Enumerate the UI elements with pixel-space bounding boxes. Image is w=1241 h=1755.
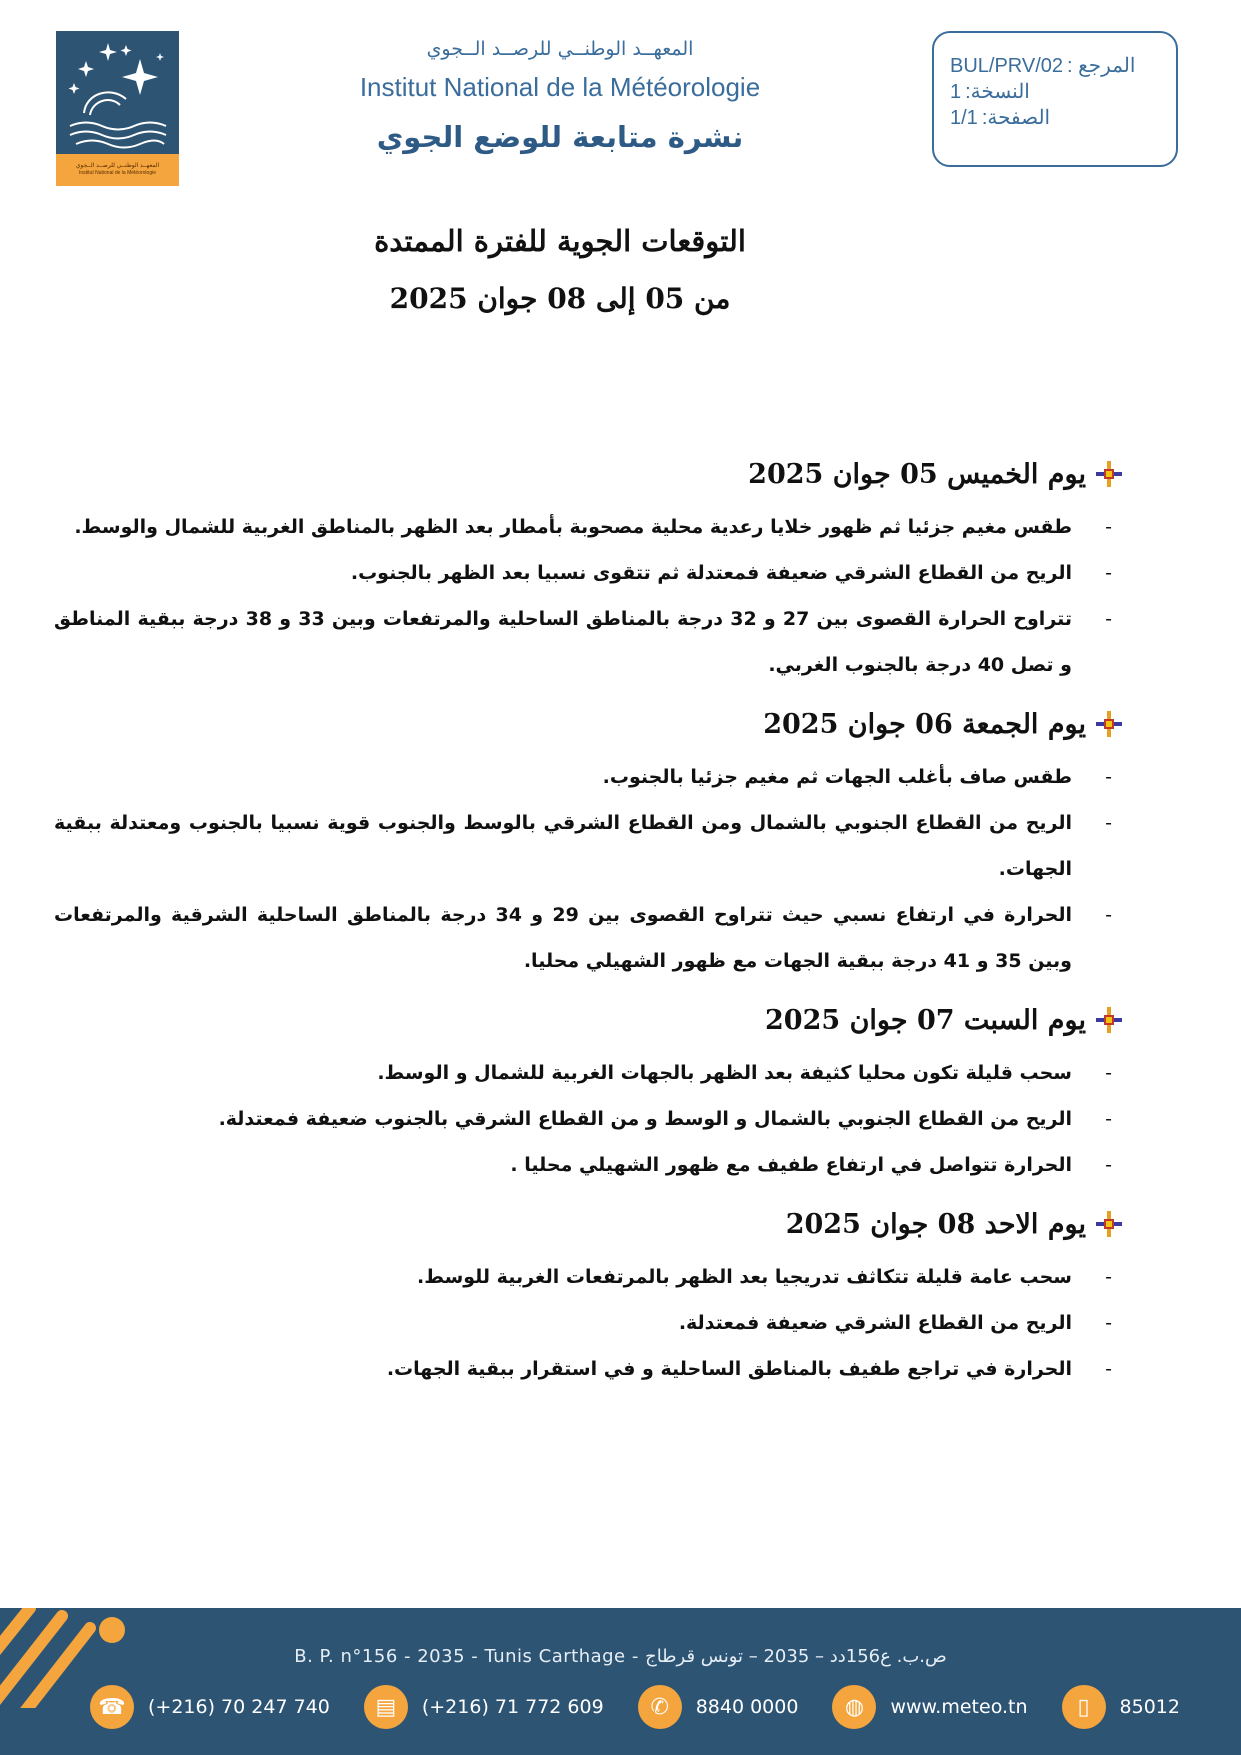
forecast-item	[54, 1142, 1124, 1188]
sparkle-bullet-icon	[1094, 1209, 1124, 1239]
dash-marker: -	[1105, 766, 1112, 788]
forecast-item	[54, 1300, 1124, 1346]
globe-icon: ◍	[832, 1685, 876, 1729]
reference-label: المرجع :	[1067, 55, 1136, 77]
day-heading-text: يوم الجمعة 06 جوان 2025	[763, 708, 1086, 740]
dash-marker: -	[1105, 516, 1112, 538]
dash-marker: -	[1105, 812, 1112, 834]
contact-text: 85012	[1119, 1696, 1180, 1718]
dash-marker: -	[1105, 608, 1112, 630]
forecast-item	[54, 800, 1124, 892]
day-section	[54, 996, 1124, 1188]
phone-icon: ☎	[90, 1685, 134, 1729]
call-icon: ✆	[638, 1685, 682, 1729]
version-value: 1	[950, 81, 962, 103]
forecast-item-text: الريح من القطاع الشرقي ضعيفة فمعتدلة.	[678, 1312, 1072, 1334]
logo-stars-icon	[56, 31, 179, 154]
bulletin-title: نشرة متابعة للوضع الجوي	[376, 120, 744, 154]
dash-marker: -	[1105, 1312, 1112, 1334]
day-items	[54, 504, 1124, 688]
contact-text: (+216) 71 772 609	[421, 1696, 604, 1718]
forecast-item	[54, 892, 1124, 984]
dash-marker: -	[1105, 1358, 1112, 1380]
day-items	[54, 1254, 1124, 1392]
forecast-item-text: سحب عامة قليلة تتكاثف تدريجيا بعد الظهر بالمرتفعات الغربية للوسط.	[417, 1266, 1072, 1288]
day-heading	[54, 450, 1124, 498]
logo-caption-fr: Institut National de la Météorologie	[79, 170, 156, 177]
footer-bar	[0, 1608, 1241, 1755]
forecast-item	[54, 1254, 1124, 1300]
forecast-item	[54, 550, 1124, 596]
page-line	[950, 105, 1160, 131]
forecast-item-text: الريح من القطاع الشرقي ضعيفة فمعتدلة ثم تتقوى نسبيا بعد الظهر بالجنوب.	[350, 562, 1072, 584]
day-items	[54, 754, 1124, 984]
forecast-item-text: الريح من القطاع الجنوبي بالشمال ومن القطاع الشرقي بالوسط والجنوب قوية نسبيا بالجنوب ومعتدلة ببقية الجهات.	[54, 812, 1072, 880]
contact-text: 8840 0000	[695, 1696, 799, 1718]
reference-box	[932, 31, 1178, 167]
day-items	[54, 1050, 1124, 1188]
version-line	[950, 79, 1160, 105]
contact-website[interactable]	[832, 1685, 1027, 1729]
logo-caption	[56, 154, 179, 186]
forecast-item-text: طقس صاف بأغلب الجهات ثم مغيم جزئيا بالجنوب.	[602, 766, 1072, 788]
contact-text: www.meteo.tn	[890, 1696, 1028, 1718]
forecast-item-text: الريح من القطاع الجنوبي بالشمال و الوسط و من القطاع الشرقي بالجنوب ضعيفة فمعتدلة.	[218, 1108, 1072, 1130]
day-heading-text: يوم السبت 07 جوان 2025	[765, 1004, 1086, 1036]
fax-icon: ▤	[364, 1685, 408, 1729]
logo-caption-ar: المعهــد الوطنــي للرصــد الــجوي	[75, 163, 160, 169]
version-label: النسخة:	[965, 81, 1030, 103]
day-heading-text: يوم الخميس 05 جوان 2025	[748, 458, 1086, 490]
contact-call[interactable]	[638, 1685, 799, 1729]
document-period: من 05 إلى 08 جوان 2025	[389, 282, 731, 315]
day-heading	[54, 1200, 1124, 1248]
day-heading	[54, 700, 1124, 748]
institute-name-ar: المعهــد الوطنــي للرصــد الــجوي	[426, 38, 694, 60]
sparkle-bullet-icon	[1094, 1005, 1124, 1035]
dash-marker: -	[1105, 1266, 1112, 1288]
dash-marker: -	[1105, 1108, 1112, 1130]
sparkle-bullet-icon	[1094, 709, 1124, 739]
forecast-item	[54, 596, 1124, 688]
forecast-item	[54, 504, 1124, 550]
forecast-item-text: الحرارة تتواصل في ارتفاع طفيف مع ظهور الشهيلي محليا .	[510, 1154, 1072, 1176]
dash-marker: -	[1105, 562, 1112, 584]
forecast-item	[54, 1346, 1124, 1392]
forecast-item-text: الحرارة في ارتفاع نسبي حيث تتراوح القصوى بين 29 و 34 درجة بالمناطق الساحلية الشرقية والمرتفعات وبين 35 و 41 درجة ببقية الجهات مع ظهور الشهيلي محليا.	[54, 904, 1073, 972]
reference-line	[950, 53, 1160, 79]
day-heading	[54, 996, 1124, 1044]
contact-fax[interactable]	[364, 1685, 604, 1729]
forecast-item-text: الحرارة في تراجع طفيف بالمناطق الساحلية و في استقرار ببقية الجهات.	[386, 1358, 1072, 1380]
institute-logo	[56, 31, 179, 186]
forecast-item	[54, 754, 1124, 800]
institute-name-fr: Institut National de la Météorologie	[359, 72, 761, 102]
dash-marker: -	[1105, 1154, 1112, 1176]
contact-phone[interactable]	[90, 1685, 330, 1729]
dash-marker: -	[1105, 1062, 1112, 1084]
footer-contacts	[90, 1683, 1214, 1731]
forecast-item-text: تتراوح الحرارة القصوى بين 27 و 32 درجة بالمناطق الساحلية والمرتفعات وبين 33 و 38 درجة ببقية المناطق و تصل 40 درجة بالجنوب الغربي.	[54, 608, 1073, 676]
forecast-content	[54, 450, 1124, 1404]
forecast-item-text: طقس مغيم جزئيا ثم ظهور خلايا رعدية محلية مصحوبة بأمطار بعد الظهر بالمناطق الغربية للشمال والوسط.	[74, 516, 1072, 538]
forecast-item	[54, 1096, 1124, 1142]
contact-text: (+216) 70 247 740	[148, 1696, 330, 1718]
day-section	[54, 450, 1124, 688]
page-value: 1/1	[950, 107, 978, 129]
forecast-item-text: سحب قليلة تكون محليا كثيفة بعد الظهر بالجهات الغربية للشمال و الوسط.	[377, 1062, 1072, 1084]
sparkle-bullet-icon	[1094, 459, 1124, 489]
forecast-item	[54, 1050, 1124, 1096]
day-heading-text: يوم الاحد 08 جوان 2025	[785, 1208, 1086, 1240]
contact-mobile[interactable]	[1062, 1685, 1180, 1729]
footer-address: B. P. n°156 - 2035 - Tunis Carthage - ص.ب. ع156دد – 2035 – تونس قرطاج	[294, 1646, 947, 1667]
dash-marker: -	[1105, 904, 1112, 926]
document-title: التوقعات الجوية للفترة الممتدة	[374, 224, 746, 258]
mobile-icon: ▯	[1062, 1685, 1106, 1729]
page-label: الصفحة:	[981, 107, 1051, 129]
reference-value: BUL/PRV/02	[950, 55, 1064, 77]
day-section	[54, 1200, 1124, 1392]
day-section	[54, 700, 1124, 984]
